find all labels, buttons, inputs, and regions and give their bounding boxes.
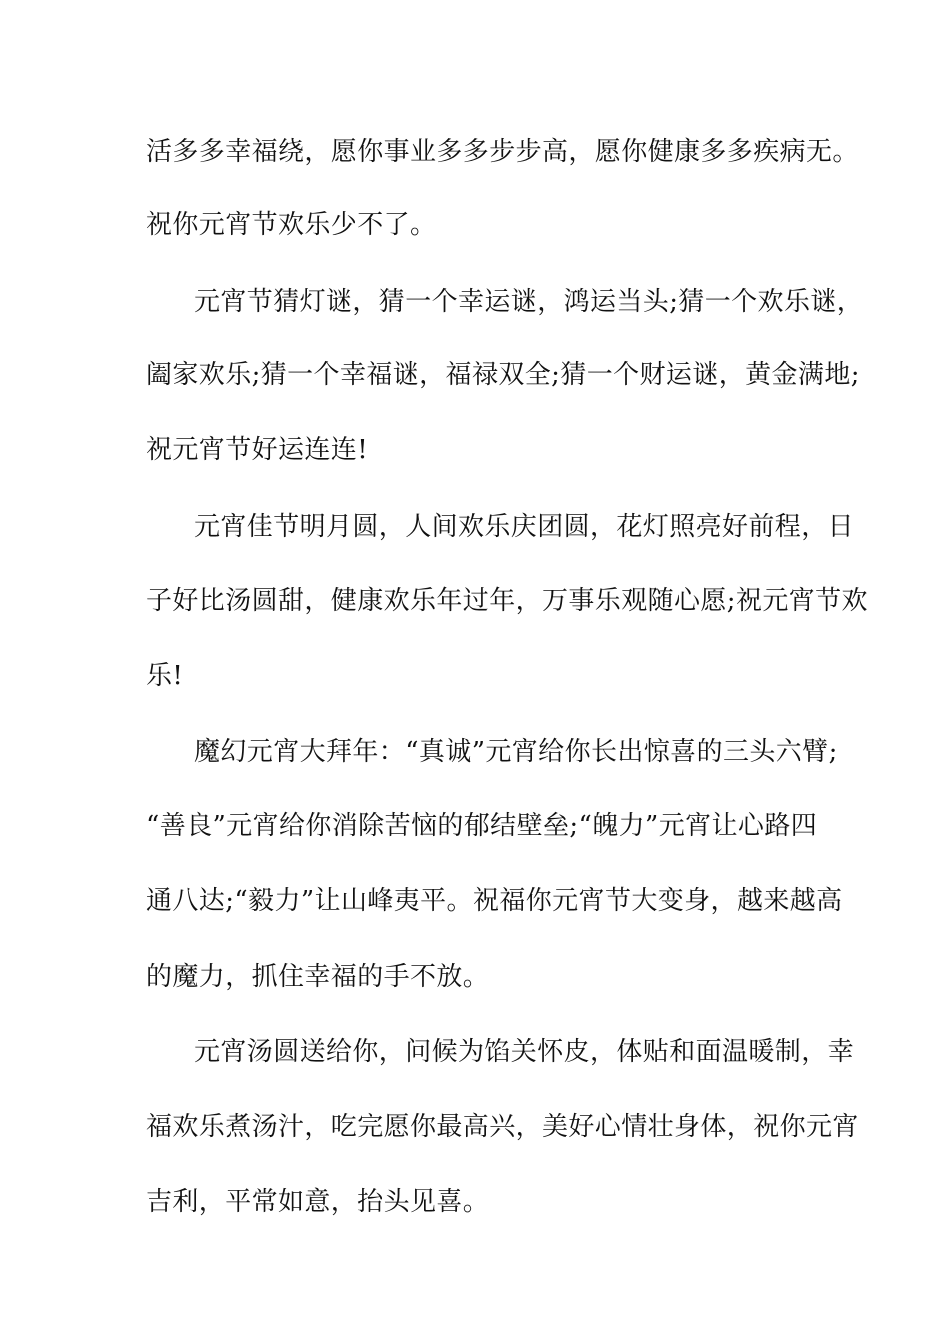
text-line: 祝你元宵节欢乐少不了。 (146, 210, 437, 240)
text-line: 魔幻元宵大拜年：“真诚”元宵给你长出惊喜的三头六臂; (194, 737, 838, 767)
text-line: 元宵节猜灯谜，猜一个幸运谜，鸿运当头;猜一个欢乐谜， (194, 287, 864, 317)
text-line: “善良”元宵给你消除苦恼的郁结壁垒;“魄力”元宵让心路四 (146, 811, 818, 841)
text-line: 吉利，平常如意，抬头见喜。 (146, 1187, 490, 1217)
text-line: 元宵佳节明月圆，人间欢乐庆团圆，花灯照亮好前程，日 (194, 512, 855, 542)
text-line: 子好比汤圆甜，健康欢乐年过年，万事乐观随心愿;祝元宵节欢 (146, 586, 868, 616)
text-line: 的魔力，抓住幸福的手不放。 (146, 962, 490, 992)
text-line: 福欢乐煮汤汁，吃完愿你最高兴，美好心情壮身体，祝你元宵 (146, 1112, 859, 1142)
text-line: 活多多幸福绕，愿你事业多多步步高，愿你健康多多疾病无。 (146, 137, 859, 167)
text-line: 通八达;“毅力”让山峰夷平。祝福你元宵节大变身，越来越高 (146, 886, 843, 916)
text-line: 祝元宵节好运连连! (146, 435, 369, 465)
text-line: 元宵汤圆送给你，问候为馅关怀皮，体贴和面温暖制，幸 (194, 1037, 855, 1067)
text-line: 阖家欢乐;猜一个幸福谜，福禄双全;猜一个财运谜，黄金满地; (146, 360, 860, 390)
text-line: 乐! (146, 661, 184, 691)
